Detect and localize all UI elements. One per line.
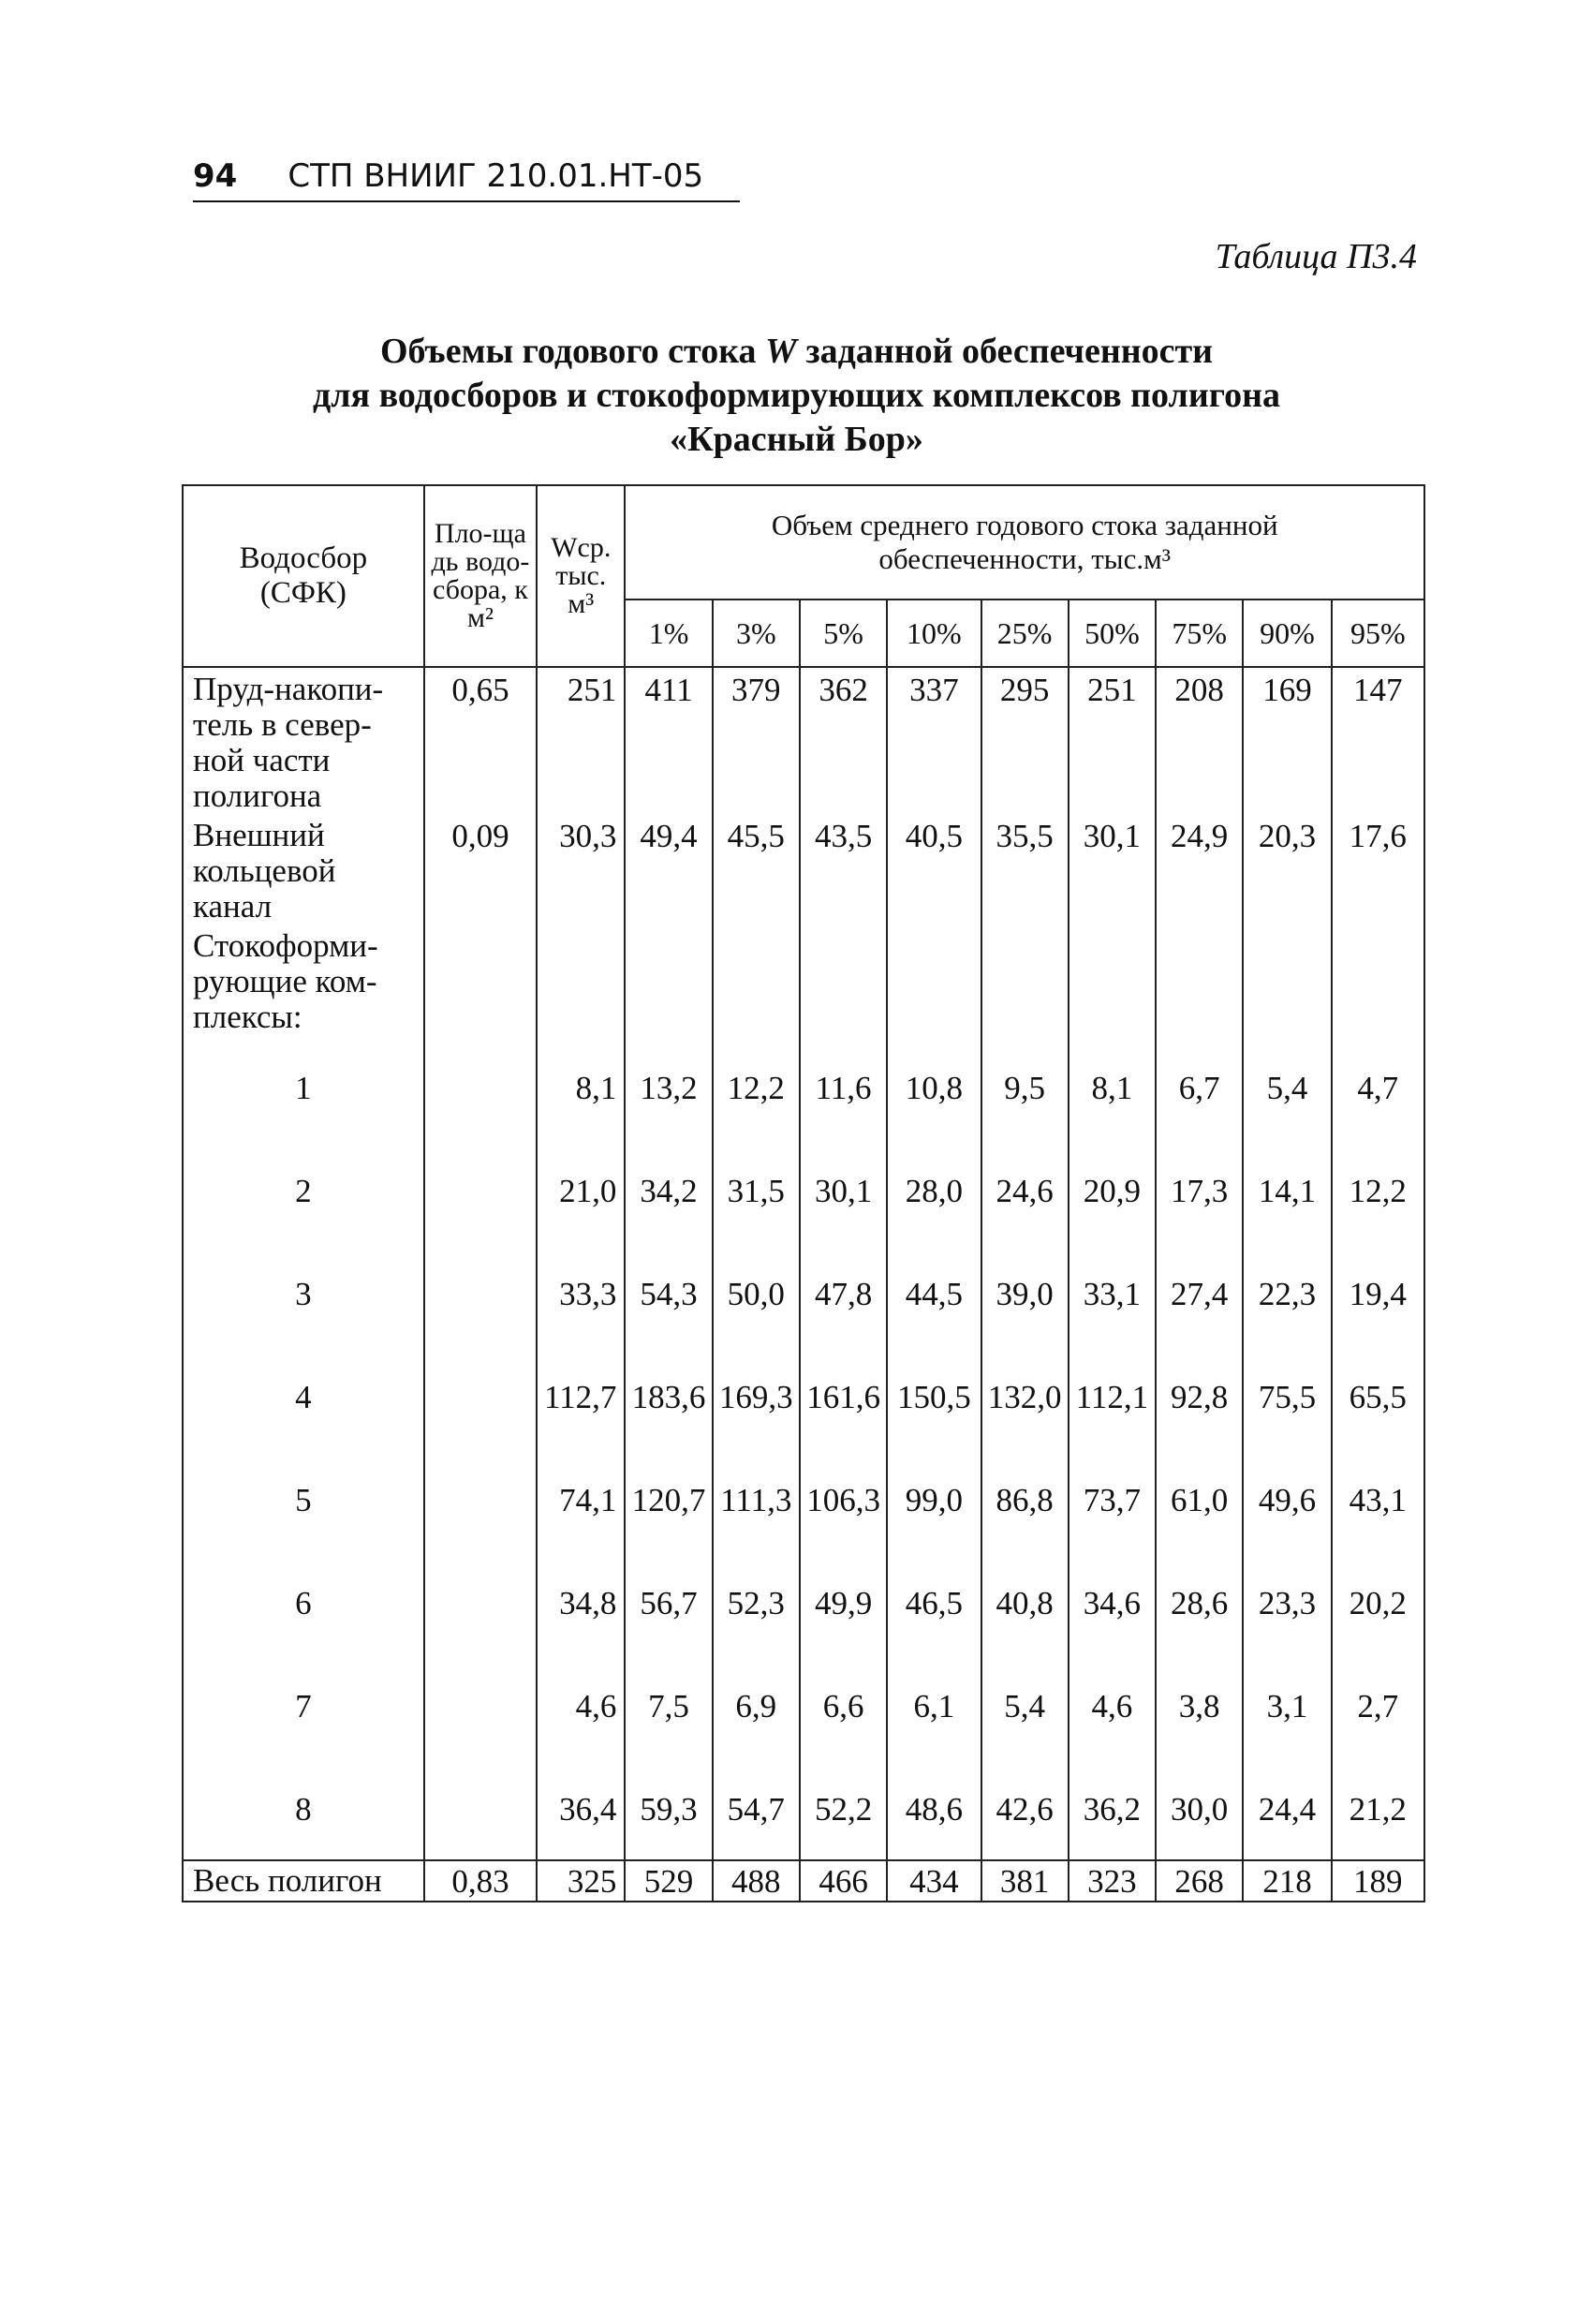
table-row bbox=[183, 1344, 1424, 1447]
value-cell: 4,7 bbox=[1332, 1035, 1424, 1138]
table-row bbox=[183, 667, 1424, 814]
table-row bbox=[183, 1138, 1424, 1241]
value-cell: 35,5 bbox=[981, 814, 1069, 925]
value-cell: 268 bbox=[1156, 1860, 1243, 1902]
value-cell: 24,6 bbox=[981, 1138, 1069, 1241]
value-cell: 183,6 bbox=[625, 1344, 712, 1447]
empty-cell bbox=[424, 1550, 537, 1653]
empty-cell bbox=[713, 925, 800, 1035]
complex-number: 5 bbox=[183, 1447, 424, 1550]
value-cell: 43,5 bbox=[800, 814, 887, 925]
value-cell: 150,5 bbox=[887, 1344, 981, 1447]
value-cell: 12,2 bbox=[713, 1035, 800, 1138]
wmean-cell: 325 bbox=[537, 1860, 625, 1902]
value-cell: 5,4 bbox=[981, 1653, 1069, 1756]
value-cell: 34,2 bbox=[625, 1138, 712, 1241]
empty-cell bbox=[1156, 925, 1243, 1035]
header-percent: 75% bbox=[1156, 600, 1243, 667]
value-cell: 12,2 bbox=[1332, 1138, 1424, 1241]
value-cell: 54,3 bbox=[625, 1241, 712, 1344]
page-number: 94 bbox=[193, 157, 238, 195]
value-cell: 218 bbox=[1243, 1860, 1331, 1902]
wmean-cell: 112,7 bbox=[537, 1344, 625, 1447]
value-cell: 17,3 bbox=[1156, 1138, 1243, 1241]
area-cell: 0,83 bbox=[424, 1860, 537, 1902]
value-cell: 7,5 bbox=[625, 1653, 712, 1756]
empty-cell bbox=[424, 1344, 537, 1447]
value-cell: 5,4 bbox=[1243, 1035, 1331, 1138]
wmean-cell: 4,6 bbox=[537, 1653, 625, 1756]
value-cell: 20,2 bbox=[1332, 1550, 1424, 1653]
row-name: Внешний кольцевой канал bbox=[183, 814, 424, 925]
empty-cell bbox=[1243, 925, 1331, 1035]
empty-cell bbox=[424, 1241, 537, 1344]
complex-number: 6 bbox=[183, 1550, 424, 1653]
value-cell: 4,6 bbox=[1069, 1653, 1156, 1756]
wmean-cell: 74,1 bbox=[537, 1447, 625, 1550]
value-cell: 161,6 bbox=[800, 1344, 887, 1447]
value-cell: 34,6 bbox=[1069, 1550, 1156, 1653]
empty-cell bbox=[424, 925, 537, 1035]
empty-cell bbox=[424, 1447, 537, 1550]
value-cell: 14,1 bbox=[1243, 1138, 1331, 1241]
value-cell: 23,3 bbox=[1243, 1550, 1331, 1653]
empty-cell bbox=[800, 925, 887, 1035]
value-cell: 379 bbox=[713, 667, 800, 814]
header-rule bbox=[193, 200, 740, 202]
header-area: Пло-щадь водо-сбора, км² bbox=[424, 485, 537, 667]
value-cell: 10,8 bbox=[887, 1035, 981, 1138]
row-name: Пруд-накопи-тель в север-ной части полигона bbox=[183, 667, 424, 814]
complex-number: 1 bbox=[183, 1035, 424, 1138]
row-name: Весь полигон bbox=[183, 1860, 424, 1902]
value-cell: 75,5 bbox=[1243, 1344, 1331, 1447]
wmean-cell: 36,4 bbox=[537, 1756, 625, 1860]
value-cell: 54,7 bbox=[713, 1756, 800, 1860]
table-row bbox=[183, 1035, 1424, 1138]
complex-number: 3 bbox=[183, 1241, 424, 1344]
empty-cell bbox=[424, 1756, 537, 1860]
value-cell: 52,3 bbox=[713, 1550, 800, 1653]
value-cell: 99,0 bbox=[887, 1447, 981, 1550]
value-cell: 120,7 bbox=[625, 1447, 712, 1550]
value-cell: 6,6 bbox=[800, 1653, 887, 1756]
value-cell: 43,1 bbox=[1332, 1447, 1424, 1550]
table-row bbox=[183, 1241, 1424, 1344]
header-volume-group: Объем среднего годового стока заданной обеспеченности, тыс.м³ bbox=[625, 485, 1424, 600]
value-cell: 19,4 bbox=[1332, 1241, 1424, 1344]
value-cell: 6,1 bbox=[887, 1653, 981, 1756]
running-head bbox=[193, 157, 703, 195]
wmean-cell: 30,3 bbox=[537, 814, 625, 925]
header-percent: 1% bbox=[625, 600, 712, 667]
value-cell: 208 bbox=[1156, 667, 1243, 814]
complex-number: 7 bbox=[183, 1653, 424, 1756]
value-cell: 49,4 bbox=[625, 814, 712, 925]
title-line-3: «Красный Бор» bbox=[670, 420, 923, 459]
value-cell: 13,2 bbox=[625, 1035, 712, 1138]
value-cell: 59,3 bbox=[625, 1756, 712, 1860]
complexes-label: Стокоформи-рующие ком-плексы: bbox=[183, 925, 424, 1035]
value-cell: 44,5 bbox=[887, 1241, 981, 1344]
value-cell: 529 bbox=[625, 1860, 712, 1902]
wmean-cell: 34,8 bbox=[537, 1550, 625, 1653]
header-percent: 95% bbox=[1332, 600, 1424, 667]
value-cell: 169 bbox=[1243, 667, 1331, 814]
value-cell: 362 bbox=[800, 667, 887, 814]
table-row bbox=[183, 1447, 1424, 1550]
empty-cell bbox=[1332, 925, 1424, 1035]
value-cell: 56,7 bbox=[625, 1550, 712, 1653]
empty-cell bbox=[424, 1653, 537, 1756]
empty-cell bbox=[625, 925, 712, 1035]
value-cell: 337 bbox=[887, 667, 981, 814]
title-line-2: для водосборов и стокоформирующих комплексов полигона bbox=[313, 376, 1280, 415]
total-row bbox=[183, 1860, 1424, 1902]
value-cell: 30,0 bbox=[1156, 1756, 1243, 1860]
value-cell: 52,2 bbox=[800, 1756, 887, 1860]
header-percent: 50% bbox=[1069, 600, 1156, 667]
table-row bbox=[183, 925, 1424, 1035]
value-cell: 251 bbox=[1069, 667, 1156, 814]
value-cell: 434 bbox=[887, 1860, 981, 1902]
header-percent: 5% bbox=[800, 600, 887, 667]
value-cell: 31,5 bbox=[713, 1138, 800, 1241]
value-cell: 6,7 bbox=[1156, 1035, 1243, 1138]
value-cell: 65,5 bbox=[1332, 1344, 1424, 1447]
value-cell: 24,4 bbox=[1243, 1756, 1331, 1860]
value-cell: 33,1 bbox=[1069, 1241, 1156, 1344]
value-cell: 295 bbox=[981, 667, 1069, 814]
value-cell: 2,7 bbox=[1332, 1653, 1424, 1756]
empty-cell bbox=[424, 1035, 537, 1138]
runoff-table bbox=[182, 484, 1425, 1902]
area-cell: 0,65 bbox=[424, 667, 537, 814]
value-cell: 28,0 bbox=[887, 1138, 981, 1241]
value-cell: 49,9 bbox=[800, 1550, 887, 1653]
value-cell: 11,6 bbox=[800, 1035, 887, 1138]
empty-cell bbox=[887, 925, 981, 1035]
title-line-1: Объемы годового стока W заданной обеспеченности bbox=[379, 332, 1214, 371]
value-cell: 46,5 bbox=[887, 1550, 981, 1653]
value-cell: 92,8 bbox=[1156, 1344, 1243, 1447]
wmean-cell: 8,1 bbox=[537, 1035, 625, 1138]
table-row bbox=[183, 1550, 1424, 1653]
area-cell: 0,09 bbox=[424, 814, 537, 925]
value-cell: 20,9 bbox=[1069, 1138, 1156, 1241]
empty-cell bbox=[537, 925, 625, 1035]
value-cell: 17,6 bbox=[1332, 814, 1424, 925]
value-cell: 147 bbox=[1332, 667, 1424, 814]
value-cell: 61,0 bbox=[1156, 1447, 1243, 1550]
value-cell: 24,9 bbox=[1156, 814, 1243, 925]
value-cell: 189 bbox=[1332, 1860, 1424, 1902]
value-cell: 30,1 bbox=[1069, 814, 1156, 925]
value-cell: 466 bbox=[800, 1860, 887, 1902]
value-cell: 21,2 bbox=[1332, 1756, 1424, 1860]
value-cell: 47,8 bbox=[800, 1241, 887, 1344]
header-percent: 90% bbox=[1243, 600, 1331, 667]
value-cell: 40,5 bbox=[887, 814, 981, 925]
value-cell: 323 bbox=[1069, 1860, 1156, 1902]
complex-number: 8 bbox=[183, 1756, 424, 1860]
table-title bbox=[0, 330, 1593, 462]
value-cell: 112,1 bbox=[1069, 1344, 1156, 1447]
table-row bbox=[183, 814, 1424, 925]
value-cell: 3,1 bbox=[1243, 1653, 1331, 1756]
value-cell: 106,3 bbox=[800, 1447, 887, 1550]
wmean-cell: 251 bbox=[537, 667, 625, 814]
header-watershed: Водосбор (СФК) bbox=[183, 485, 424, 667]
value-cell: 27,4 bbox=[1156, 1241, 1243, 1344]
value-cell: 45,5 bbox=[713, 814, 800, 925]
header-wmean: Wср. тыс. м³ bbox=[537, 485, 625, 667]
value-cell: 411 bbox=[625, 667, 712, 814]
value-cell: 36,2 bbox=[1069, 1756, 1156, 1860]
value-cell: 39,0 bbox=[981, 1241, 1069, 1344]
empty-cell bbox=[1069, 925, 1156, 1035]
value-cell: 22,3 bbox=[1243, 1241, 1331, 1344]
value-cell: 9,5 bbox=[981, 1035, 1069, 1138]
value-cell: 20,3 bbox=[1243, 814, 1331, 925]
wmean-cell: 21,0 bbox=[537, 1138, 625, 1241]
complex-number: 2 bbox=[183, 1138, 424, 1241]
value-cell: 488 bbox=[713, 1860, 800, 1902]
value-cell: 30,1 bbox=[800, 1138, 887, 1241]
value-cell: 6,9 bbox=[713, 1653, 800, 1756]
wmean-cell: 33,3 bbox=[537, 1241, 625, 1344]
value-cell: 28,6 bbox=[1156, 1550, 1243, 1653]
complex-number: 4 bbox=[183, 1344, 424, 1447]
empty-cell bbox=[424, 1138, 537, 1241]
value-cell: 42,6 bbox=[981, 1756, 1069, 1860]
table-label: Таблица П3.4 bbox=[1215, 237, 1417, 276]
value-cell: 40,8 bbox=[981, 1550, 1069, 1653]
table-row bbox=[183, 1756, 1424, 1860]
table-row bbox=[183, 1653, 1424, 1756]
value-cell: 381 bbox=[981, 1860, 1069, 1902]
header-percent: 25% bbox=[981, 600, 1069, 667]
table-body bbox=[183, 667, 1424, 1902]
value-cell: 132,0 bbox=[981, 1344, 1069, 1447]
standard-code: СТП ВНИИГ 210.01.НТ-05 bbox=[288, 157, 704, 195]
header-percent: 3% bbox=[713, 600, 800, 667]
header-percent: 10% bbox=[887, 600, 981, 667]
value-cell: 48,6 bbox=[887, 1756, 981, 1860]
value-cell: 73,7 bbox=[1069, 1447, 1156, 1550]
value-cell: 3,8 bbox=[1156, 1653, 1243, 1756]
empty-cell bbox=[981, 925, 1069, 1035]
value-cell: 49,6 bbox=[1243, 1447, 1331, 1550]
value-cell: 86,8 bbox=[981, 1447, 1069, 1550]
value-cell: 111,3 bbox=[713, 1447, 800, 1550]
value-cell: 50,0 bbox=[713, 1241, 800, 1344]
value-cell: 8,1 bbox=[1069, 1035, 1156, 1138]
value-cell: 169,3 bbox=[713, 1344, 800, 1447]
